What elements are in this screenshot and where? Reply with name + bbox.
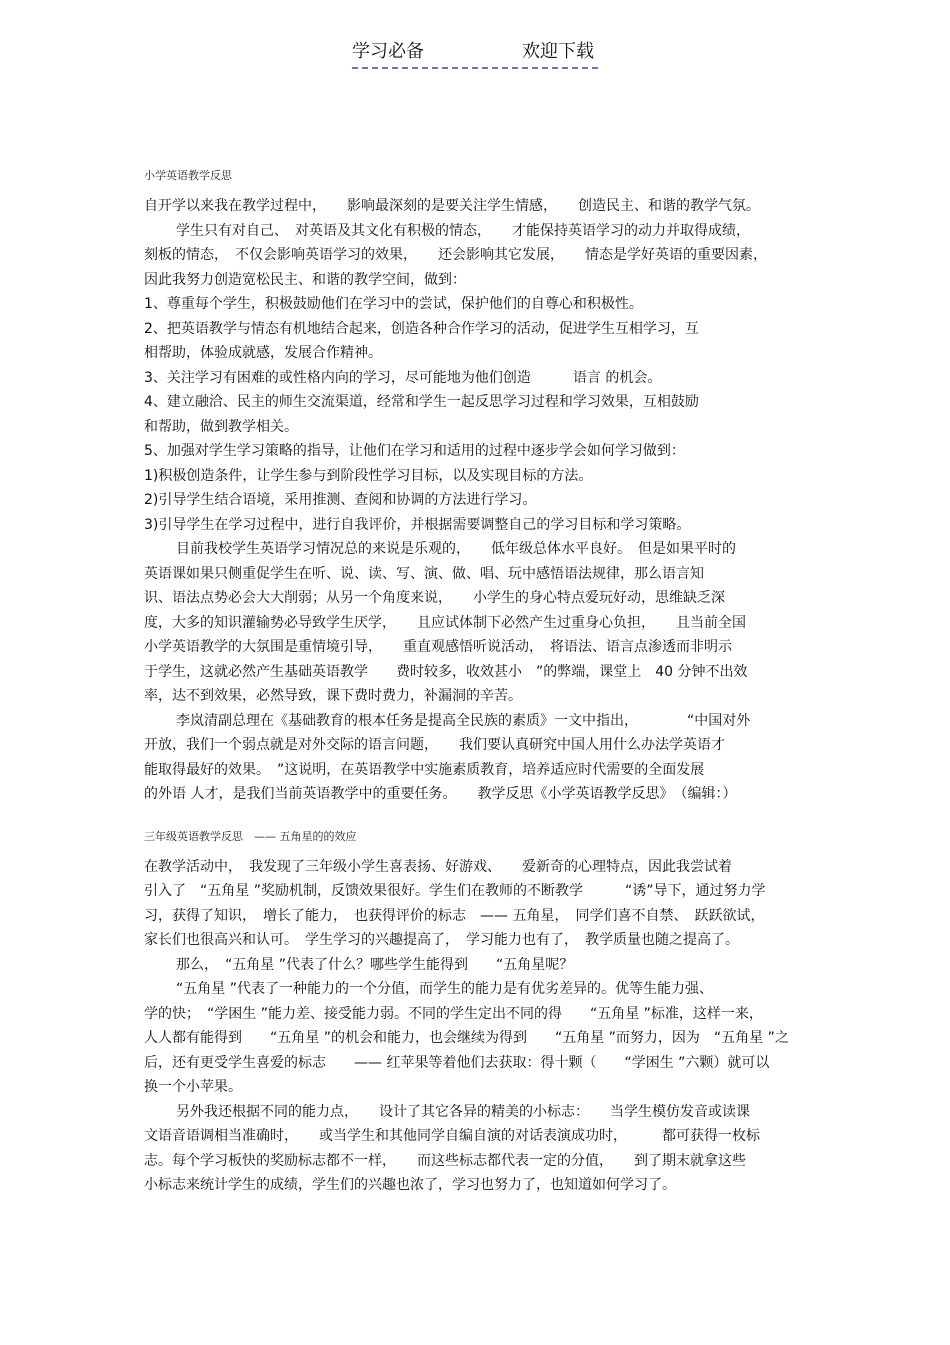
paragraph-line: 因此我努力创造宽松民主、和谐的教学空间，做到： <box>144 271 466 288</box>
sub-list-item: 3)引导学生在学习过程中，进行自我评价，并根据需要调整自己的学习目标和学习策略。 <box>144 516 691 533</box>
section-divider <box>144 807 814 829</box>
paragraph-line: 于学生，这就必然产生基础英语教学 费时较多，收效甚小 ”的弊端，课堂上 40 分钟不出效 <box>144 663 748 680</box>
list-item: 3、关注学习有困难的或性格内向的学习，尽可能地为他们创造 语言 的机会。 <box>144 369 662 386</box>
paragraph-line: 文语音语调相当准确时， 或当学生和其他同学自编自演的对话表演成功时， 都可获得一枚标 <box>144 1128 760 1144</box>
paragraph-line: 小标志来统计学生的成绩，学生们的兴趣也浓了，学习也努力了，也知道如何学习了。 <box>144 1177 676 1193</box>
paragraph-line: 换一个小苹果。 <box>144 1079 242 1095</box>
paragraph-line: 另外我还根据不同的能力点， 设计了其它各异的精美的小标志： 当学生模仿发音或读课 <box>176 1103 750 1120</box>
paragraph-line: 人人都有能得到 “五角星 ”的机会和能力，也会继续为得到 “五角星 ”而努力，因为 “五角星 ”之 <box>144 1030 789 1046</box>
paragraph-line: 习，获得了知识， 增长了能力， 也获得评价的标志 —— 五角星， 同学们喜不自禁、 跃跃欲试， <box>144 907 765 924</box>
list-item: 2、把英语教学与情态有机地结合起来，创造各种合作学习的活动，促进学生互相学习，互 <box>144 320 699 337</box>
sub-list-item: 1)积极创造条件，让学生参与到阶段性学习目标，以及实现目标的方法。 <box>144 467 593 484</box>
paragraph-line: 那么， “五角星 ”代表了什么？哪些学生能得到 “五角星呢？ <box>176 956 574 973</box>
paragraph-line: 英语课如果只侧重促学生在听、说、读、写、演、做、唱、玩中感悟语法规律，那么语言知 <box>144 565 704 582</box>
paragraph-line: 志。每个学习板快的奖励标志都不一样， 而这些标志都代表一定的分值， 到了期末就拿这些 <box>144 1152 746 1169</box>
section-2-title: 三年级英语教学反思 —— 五角星的的效应 <box>144 829 357 843</box>
list-item: 4、建立融洽、民主的师生交流渠道，经常和学生一起反思学习过程和学习效果，互相鼓励 <box>144 394 699 410</box>
paragraph-line: 后，还有更受学生喜爱的标志 —— 红苹果等着他们去获取：得十颗（ “学困生 ”六颗）就可以 <box>144 1054 770 1071</box>
list-item-continued: 相帮助，体验成就感，发展合作精神。 <box>144 345 382 361</box>
header-left-text: 学习必备 <box>352 41 424 62</box>
paragraph-line: “五角星 ”代表了一种能力的一个分值，而学生的能力是有优劣差异的。优等生能力强、 <box>176 981 713 997</box>
paragraph-line: 引入了 “五角星 ”奖励机制，反馈效果很好。学生们在教师的不断教学 “诱”导下，通过努力学 <box>144 883 766 899</box>
paragraph-line: 学的快； “学困生 ”能力差、接受能力弱。不同的学生定出不同的得 “五角星 ”标准，这样一来， <box>144 1005 763 1022</box>
paragraph-line: 李岚清副总理在《基础教育的根本任务是提高全民族的素质》一文中指出， “中国对外 <box>176 712 751 729</box>
header-right-text: 欢迎下载 <box>522 41 594 62</box>
paragraph-line: 开放，我们一个弱点就是对外交际的语言问题， 我们要认真研究中国人用什么办法学英语才 <box>144 737 725 753</box>
paragraph-line: 小学英语教学的大氛围是重情境引导， 重直观感悟听说活动， 将语法、语言点渗透而非明示 <box>144 639 732 655</box>
paragraph-line: 学生只有对自己、 对英语及其文化有积极的情态， 才能保持英语学习的动力并取得成绩， <box>176 222 750 239</box>
paragraph-line: 度，大多的知识灌输势必导致学生厌学， 且应试体制下必然产生过重身心负担， 且当前全国 <box>144 614 746 631</box>
list-item: 1、尊重每个学生，积极鼓励他们在学习中的尝试，保护他们的自尊心和积极性。 <box>144 296 643 312</box>
paragraph-line: 能取得最好的效果。 ”这说明，在英语教学中实施素质教育，培养适应时代需要的全面发展 <box>144 761 705 778</box>
section-1-title: 小学英语教学反思 <box>144 169 232 182</box>
paragraph-line: 识、语法点势必会大大削弱；从另一个角度来说， 小学生的身心特点爱玩好动，思维缺乏深 <box>144 590 725 606</box>
paragraph-line: 的外语 人才，是我们当前英语教学中的重要任务。 教学反思《小学英语教学反思》 （编辑：） <box>144 786 737 802</box>
paragraph-line: 率，达不到效果，必然导致，课下费时费力，补漏洞的辛苦。 <box>144 688 522 704</box>
list-item: 5、加强对学生学习策略的指导，让他们在学习和适用的过程中逐步学会如何学习做到： <box>144 443 685 459</box>
list-item-continued: 和帮助，做到教学相关。 <box>144 418 298 435</box>
paragraph-line: 在教学活动中， 我发现了三年级小学生喜表扬、好游戏、 爱新奇的心理特点，因此我尝试着 <box>144 858 732 875</box>
document-body <box>144 168 814 1198</box>
paragraph-line: 刻板的情态， 不仅会影响英语学习的效果， 还会影响其它发展， 情态是学好英语的重要因素， <box>144 247 767 263</box>
paragraph-line: 目前我校学生英语学习情况总的来说是乐观的， 低年级总体水平良好。 但是如果平时的 <box>176 541 736 557</box>
paragraph-line: 自开学以来我在教学过程中， 影响最深刻的是要关注学生情感， 创造民主、和谐的教学气氛。 <box>144 198 760 214</box>
sub-list-item: 2)引导学生结合语境，采用推测、查阅和协调的方法进行学习。 <box>144 492 537 508</box>
page-header <box>352 40 598 69</box>
paragraph-line: 家长们也很高兴和认可。 学生学习的兴趣提高了， 学习能力也有了， 教学质量也随之提高了。 <box>144 932 739 948</box>
